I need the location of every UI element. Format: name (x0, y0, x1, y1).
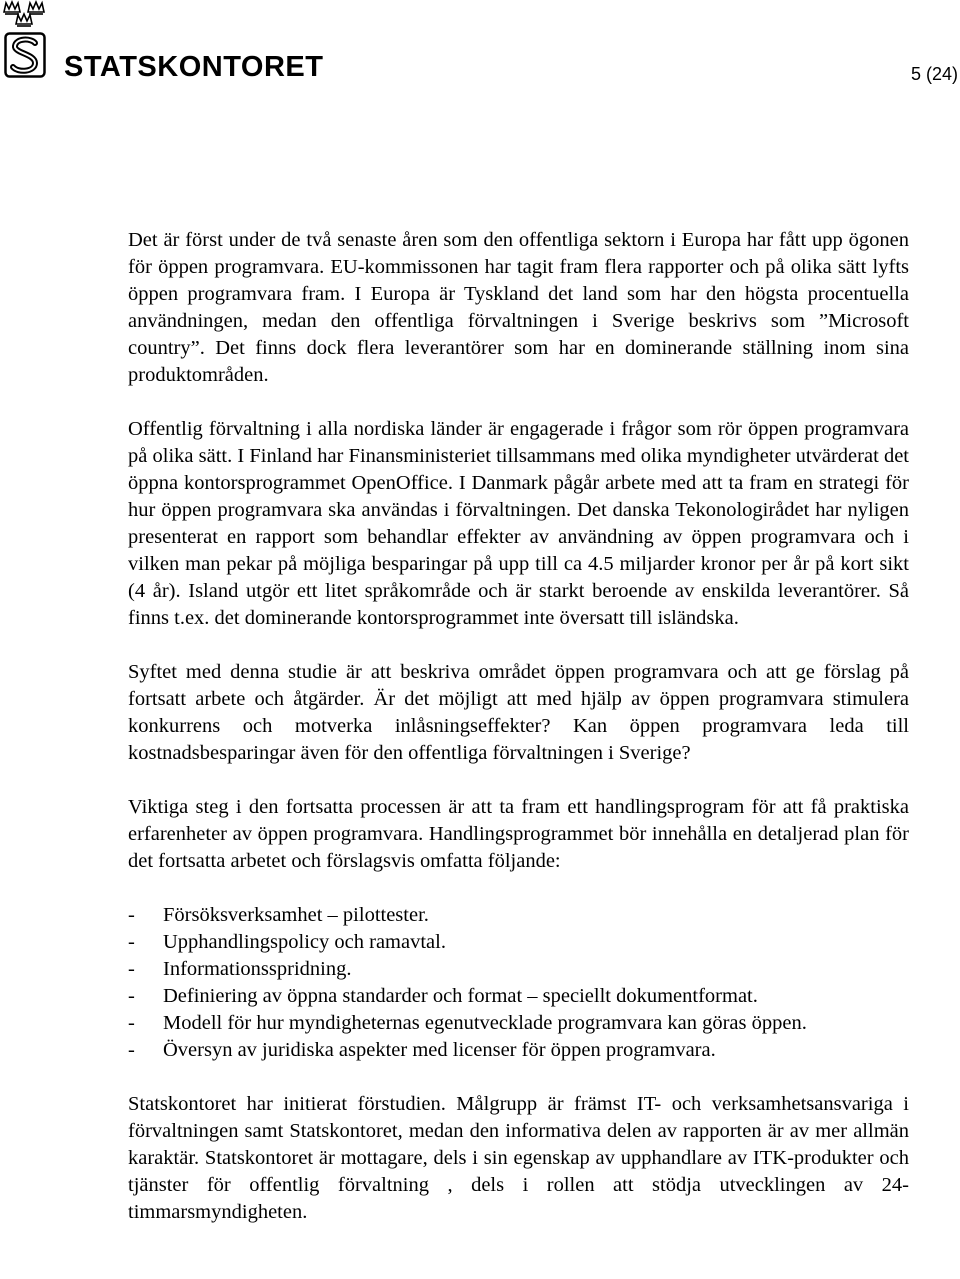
action-list (128, 902, 909, 1064)
list-item: - Upphandlingspolicy och ramavtal. (128, 929, 909, 956)
list-item: - Försöksverksamhet – pilottester. (128, 902, 909, 929)
paragraph-2: Offentlig förvaltning i alla nordiska länder är engagerade i frågor som rör öppen programvara på olika sätt. I Finland har Finansministeriet tillsammans med olika myndigheter utvärderat det öppna kontorsprogrammet OpenOffice. I Danmark pågår arbete med att ta fram en strategi för hur öppen programvara ska användas i förvaltningen. Det danska Tekonologirådet har nyligen presenterat en rapport som behandlar effekter av användning av öppen programvara och i vilken man pekar på möjliga besparingar på upp till ca 4.5 miljarder kronor per år på kort sikt (4 år). Island utgör ett litet språkområde och är starkt beroende av enskilda leverantörer. Så finns t.ex. det dominerande kontorsprogrammet inte översatt till isländska. (128, 418, 909, 629)
paragraph-3: Syftet med denna studie är att beskriva området öppen programvara och att ge förslag på fortsatt arbete och åtgärder. Är det möjligt att med hjälp av öppen programvara stimulera konkurrens och motverka inlåsningseffekter? Kan öppen programvara leda till kostnadsbesparingar även för den offentliga förvaltningen i Sverige? (128, 661, 909, 764)
list-item: - Informationsspridning. (128, 956, 909, 983)
paragraph-1: Det är först under de två senaste åren som den offentliga sektorn i Europa har fått upp ögonen för öppen programvara. EU-kommissonen har tagit fram flera rapporter och på olika sätt lyfts öppen programvara fram. I Europa är Tyskland det land som har den högsta procentuella användningen, medan den offentliga förvaltningen i Sverige beskrivs som ”Microsoft country”. Det finns dock flera leverantörer som har en dominerande ställning inom sina produktområden. (128, 229, 909, 386)
paragraph-4: Viktiga steg i den fortsatta processen är att ta fram ett handlingsprogram för att få praktiska erfarenheter av öppen programvara. Handlingsprogrammet bör innehålla en detaljerad plan för det fortsatta arbetet och förslagsvis omfatta följande: (128, 796, 909, 872)
list-item: - Modell för hur myndigheternas egenutvecklade programvara kan göras öppen. (128, 1010, 909, 1037)
logo-wordmark: STATSKONTORET (64, 51, 324, 83)
statskontoret-logo (0, 0, 324, 90)
three-crowns-icon (2, 0, 48, 28)
list-item: - Översyn av juridiska aspekter med licenser för öppen programvara. (128, 1037, 909, 1064)
document-body (128, 227, 909, 1226)
list-item: - Definiering av öppna standarder och format – speciellt dokumentformat. (128, 983, 909, 1010)
paragraph-5: Statskontoret har initierat förstudien. Målgrupp är främst IT- och verksamhetsansvariga i förvaltningen samt Statskontoret, medan den informativa delen av rapporten är av mer allmän karaktär. Statskontoret är mottagare, dels i sin egenskap av upphandlare av ITK-produkter och tjänster för offentlig förvaltning , dels i rollen att stödja utvecklingen av 24-timmarsmyndigheten. (128, 1093, 909, 1223)
page-number: 5 (24) (910, 64, 958, 84)
s-emblem-icon (4, 32, 46, 78)
